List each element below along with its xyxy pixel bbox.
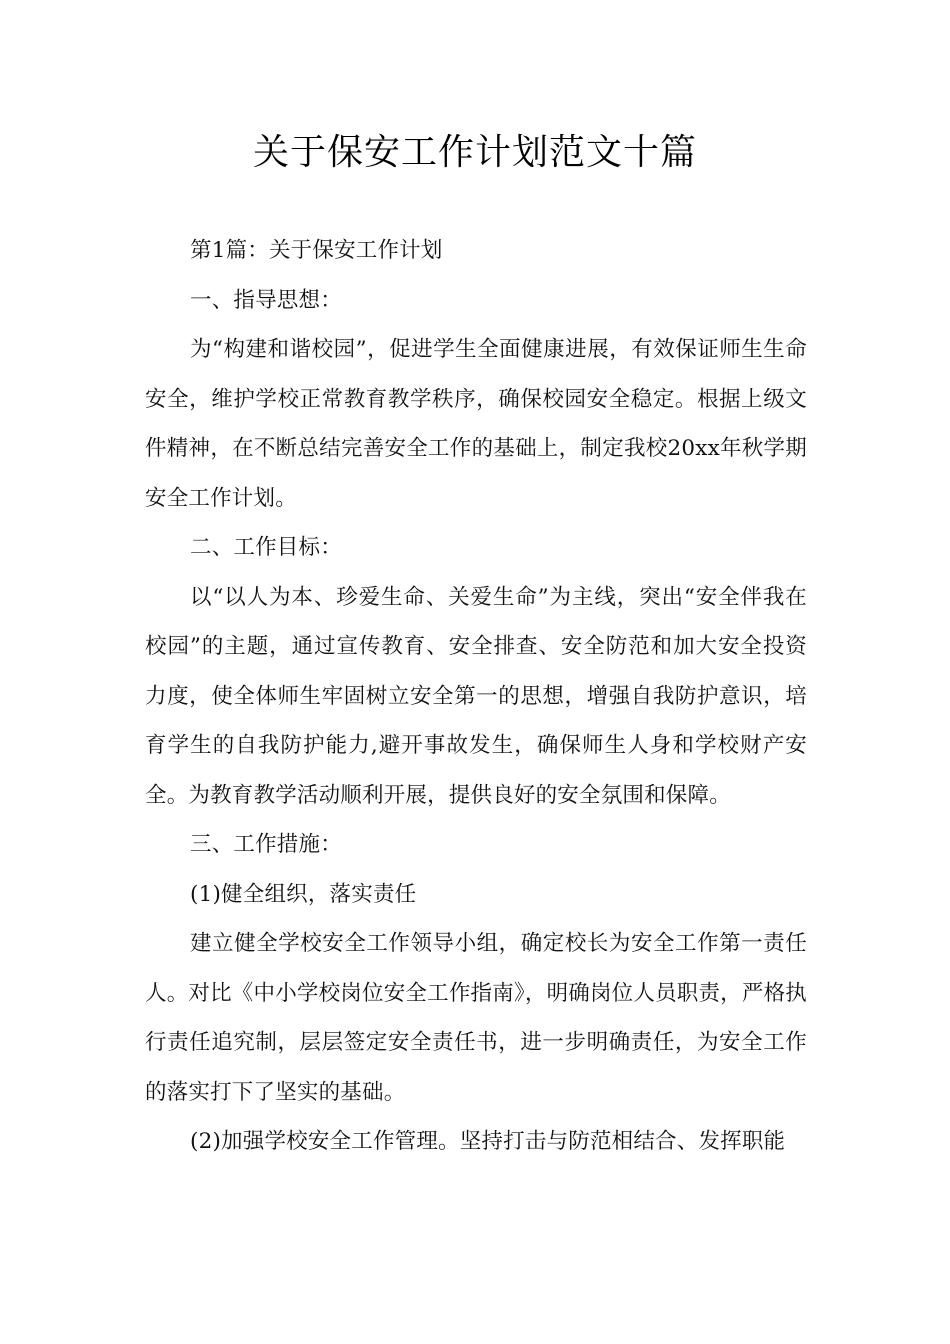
document-body xyxy=(145,226,807,1167)
paragraph: 建立健全学校安全工作领导小组，确定校长为安全工作第一责任人。对比《中小学校岗位安全工作指南》，明确岗位人员职责，严格执行责任追究制，层层签定安全责任书，进一步明确责任，为安全工作的落实打下了坚实的基础。 xyxy=(145,931,807,1105)
paragraph: 以“以人为本、珍爱生命、关爱生命”为主线，突出“安全伴我在校园”的主题，通过宣传教育、安全排查、安全防范和加大安全投资力度，使全体师生牢固树立安全第一的思想，增强自我防护意识，培育学生的自我防护能力,避开事故发生，确保师生人身和学校财产安全。为教育教学活动顺利开展，提供良好的安全氛围和保障。 xyxy=(145,584,807,808)
paragraph: 为“构建和谐校园”，促进学生全面健康进展，有效保证师生生命安全，维护学校正常教育教学秩序，确保校园安全稳定。根据上级文件精神，在不断总结完善安全工作的基础上，制定我校20xx年秋学期安全工作计划。 xyxy=(145,337,807,511)
section-heading: 第1篇：关于保安工作计划 xyxy=(190,238,443,263)
document-title: 关于保安工作计划范文十篇 xyxy=(252,132,697,173)
subheading-work-goals: 二、工作目标： xyxy=(190,535,342,560)
subheading-guiding-ideology: 一、指导思想： xyxy=(190,287,342,313)
subheading-work-measures: 三、工作措施： xyxy=(190,832,342,857)
paragraph: (2)加强学校安全工作管理。坚持打击与防范相结合、发挥职能 xyxy=(190,1129,786,1154)
list-item-heading: (1)健全组织，落实责任 xyxy=(190,881,417,907)
